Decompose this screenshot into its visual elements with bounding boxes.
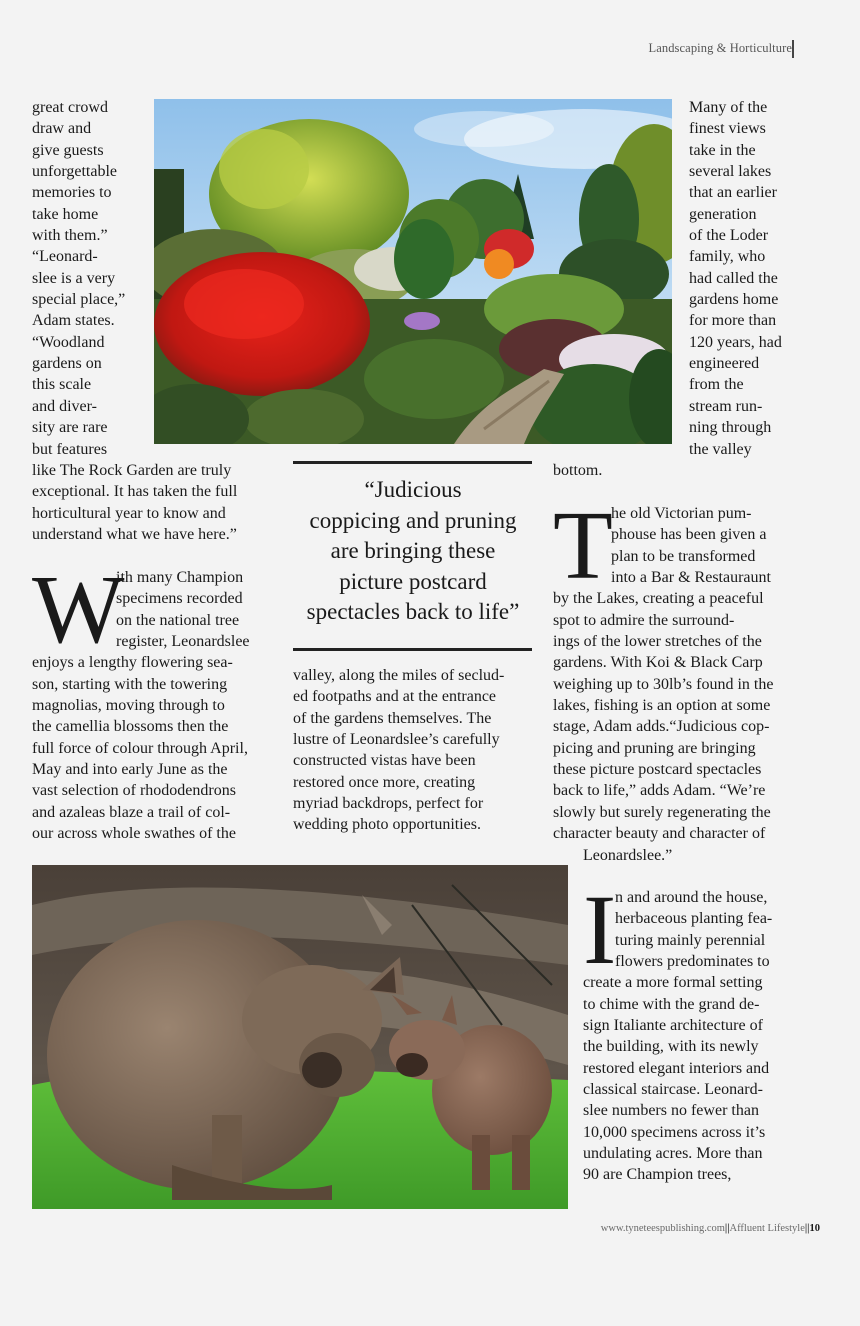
pullquote-line: “Judicious — [364, 477, 462, 502]
page-footer — [400, 1223, 820, 1234]
text-line: family, who — [689, 248, 766, 266]
text-line: memories to — [32, 184, 112, 202]
text-line: but features — [32, 440, 108, 458]
text-line: several lakes — [689, 163, 772, 181]
text-line: “Woodland — [32, 333, 105, 351]
text-line: with them.” — [32, 227, 108, 245]
text-line: 120 years, had — [689, 333, 782, 351]
text-line: undulating acres. More than — [583, 1145, 763, 1163]
text-line: gardens. With Koi & Black Carp — [553, 654, 763, 672]
text-line: give guests — [32, 141, 104, 159]
text-line: slee is a very — [32, 269, 116, 287]
text-line: finest views — [689, 120, 766, 138]
text-line: full force of colour through April, — [32, 739, 248, 757]
pullquote — [288, 475, 538, 628]
column3-paragraph3 — [583, 874, 798, 1186]
text-line: picing and pruning are bringing — [553, 739, 756, 757]
text-line: into a Bar & Restauraunt — [611, 569, 771, 587]
column3-tail: bottom. — [553, 462, 603, 479]
text-line: generation — [689, 205, 757, 223]
pullquote-line: picture postcard — [339, 568, 487, 594]
wallaby-photo — [32, 865, 568, 1209]
text-line: had called the — [689, 269, 778, 287]
footer-separator: || — [724, 1223, 730, 1234]
text-line: lakes, fishing is an option at some — [553, 697, 771, 715]
text-line: stream run- — [689, 397, 763, 415]
page-number: 10 — [809, 1223, 820, 1234]
text-line: ith many Champion — [116, 569, 244, 586]
wallaby-image — [32, 865, 568, 1209]
text-line: take in the — [689, 141, 756, 159]
drop-cap: T — [553, 492, 613, 600]
footer-website[interactable]: www.tyneteespublishing.com — [600, 1223, 725, 1234]
column3-narrow-text — [689, 97, 809, 460]
text-line: spot to admire the surround- — [553, 611, 735, 629]
text-line: take home — [32, 205, 99, 223]
text-line: myriad backdrops, perfect for — [293, 795, 484, 813]
text-line: son, starting with the towering — [32, 675, 228, 693]
text-line: restored once more, creating — [293, 773, 476, 791]
text-line: constructed vistas have been — [293, 752, 476, 770]
text-line: lustre of Leonardslee’s carefully — [293, 731, 500, 749]
text-line: the valley — [689, 440, 752, 458]
text-line: great crowd — [32, 99, 108, 116]
text-line: these picture postcard spectacles — [553, 761, 762, 779]
text-line: ed footpaths and at the entrance — [293, 688, 497, 706]
text-line: weighing up to 30lb’s found in the — [553, 675, 774, 693]
text-line: Many of the — [689, 99, 768, 116]
text-line: engineered — [689, 355, 760, 373]
column1-full-text — [32, 460, 264, 545]
pullquote-line: are bringing these — [330, 538, 496, 563]
text-line: herbaceous planting fea- — [615, 910, 773, 928]
text-line: ings of the lower stretches of the — [553, 633, 762, 651]
text-line: this scale — [32, 376, 92, 394]
text-line: from the — [689, 376, 744, 394]
text-line: to chime with the grand de- — [583, 995, 760, 1013]
text-line: of the Loder — [689, 227, 769, 245]
pullquote-bottom-rule — [293, 648, 532, 651]
text-line: ning through — [689, 419, 772, 437]
text-line: the camellia blossoms then the — [32, 718, 229, 736]
text-line: gardens home — [689, 291, 779, 309]
text-line: for more than — [689, 312, 777, 330]
text-line: 90 are Champion trees, — [583, 1166, 732, 1184]
text-line: sity are rare — [32, 419, 108, 437]
text-line: back to life,” adds Adam. “We’re — [553, 782, 766, 800]
text-line: turing mainly perennial — [615, 931, 766, 949]
drop-cap: W — [32, 556, 125, 664]
column2-text — [293, 665, 533, 836]
text-line: understand what we have here.” — [32, 526, 237, 544]
text-line: vast selection of rhododendrons — [32, 782, 236, 800]
text-line: character beauty and character of — [553, 825, 766, 843]
text-line: unforgettable — [32, 163, 118, 181]
section-title: Landscaping & Horticulture — [648, 41, 792, 55]
rock-garden-image — [154, 99, 672, 444]
text-line: May and into early June as the — [32, 761, 228, 779]
text-line: and azaleas blaze a trail of col- — [32, 803, 231, 821]
text-line: sign Italiante architecture of — [583, 1017, 763, 1035]
text-line: horticultural year to know and — [32, 504, 226, 522]
text-line: on the national tree — [116, 611, 240, 629]
text-line: Leonardslee.” — [583, 846, 673, 864]
text-line: create a more formal setting — [583, 974, 763, 992]
text-line: the building, with its newly — [583, 1038, 759, 1056]
text-line: valley, along the miles of seclud- — [293, 667, 505, 684]
garden-photo — [154, 99, 672, 444]
text-line: 10,000 specimens across it’s — [583, 1123, 766, 1141]
footer-separator: || — [804, 1223, 810, 1234]
text-line: wedding photo opportunities. — [293, 816, 481, 834]
text-line: Adam states. — [32, 312, 115, 330]
text-line: that an earlier — [689, 184, 777, 202]
text-line: and diver- — [32, 397, 97, 415]
text-line: our across whole swathes of the — [32, 825, 236, 843]
text-line: specimens recorded — [116, 590, 243, 608]
column1-paragraph2 — [32, 556, 272, 844]
text-line: magnolias, moving through to — [32, 697, 225, 715]
footer-magazine: Affluent Lifestyle — [729, 1223, 805, 1234]
text-line: stage, Adam adds.“Judicious cop- — [553, 718, 770, 736]
text-line: slee numbers no fewer than — [583, 1102, 759, 1120]
pullquote-top-rule — [293, 461, 532, 464]
text-line: special place,” — [32, 291, 126, 309]
section-divider — [792, 40, 794, 58]
text-line: enjoys a lengthy flowering sea- — [32, 654, 233, 672]
pullquote-line: coppicing and pruning — [309, 507, 517, 533]
drop-cap: I — [583, 874, 617, 985]
text-line: phouse has been given a — [611, 526, 767, 544]
pullquote-line: spectacles back to life” — [306, 599, 520, 624]
text-line: like The Rock Garden are truly — [32, 462, 232, 479]
text-line: flowers predominates to — [615, 953, 770, 971]
text-line: slowly but surely regenerating the — [553, 803, 771, 821]
text-line: gardens on — [32, 355, 102, 373]
text-line: he old Victorian pum- — [611, 505, 752, 522]
column3-paragraph2 — [553, 492, 798, 866]
text-line: “Leonard- — [32, 248, 98, 266]
text-line: draw and — [32, 120, 92, 138]
text-line: classical staircase. Leonard- — [583, 1081, 763, 1099]
text-line: register, Leonardslee — [116, 633, 250, 651]
text-line: by the Lakes, creating a peaceful — [553, 590, 764, 608]
text-line: restored elegant interiors and — [583, 1059, 770, 1077]
column1-narrow-text — [32, 97, 152, 460]
text-line: of the gardens themselves. The — [293, 709, 492, 727]
text-line: plan to be transformed — [611, 547, 756, 565]
text-line: n and around the house, — [615, 889, 768, 906]
text-line: exceptional. It has taken the full — [32, 483, 238, 501]
